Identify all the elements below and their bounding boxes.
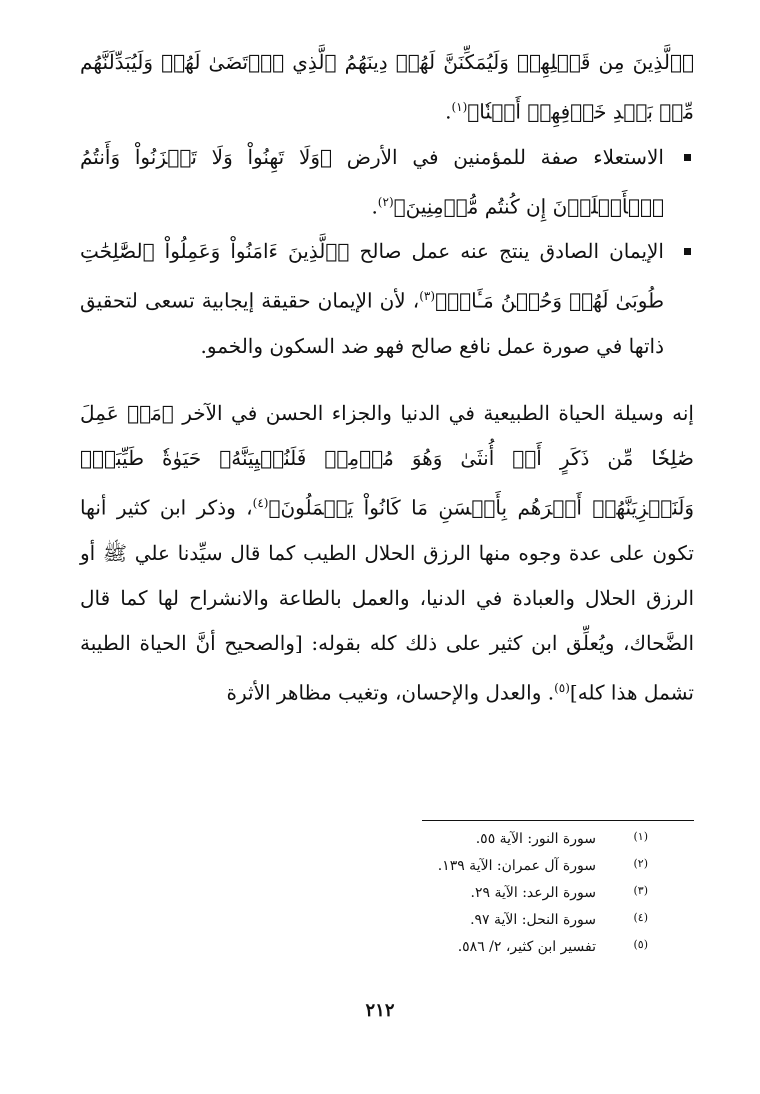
footnote-ref-2: (٢) — [377, 194, 394, 209]
footnote-text: سورة النور: الآية ٥٥. — [475, 831, 596, 847]
footnote-3 — [400, 880, 648, 907]
footnote-text: سورة آل عمران: الآية ١٣٩. — [437, 858, 596, 874]
footnote-ref-5: (٥) — [554, 680, 570, 695]
footnote-1 — [400, 826, 648, 853]
paragraph-gap — [80, 369, 694, 391]
paragraph-quote: ﴿مَنۡ عَمِلَ صَٰلِحٗا مِّن ذَكَرٍ أَوۡ أُنثَىٰ وَهُوَ مُؤۡمِنٞ فَلَنُحۡيِيَنَّهُۥ حَيَوٰةٗ طَيِّبَةٗۖ وَلَنَجۡزِيَنَّهُمۡ أَجۡرَهُم بِأَحۡسَنِ مَا كَانُواْ يَعۡمَلُونَ﴾ — [80, 400, 694, 520]
paragraph-middle: ، وذكر ابن كثير أنها تكون على عدة وجوه منها الرزق الحلال الطيب كما قال سيِّدنا علي ﷺ أو الرزق الحلال والعبادة في الدنيا، والعمل بالطاعة والانشراح لها كما قال الضَّحاك، ويُعلِّق ابن كثير على ذلك كله بقوله: [والصحيح أنَّ الحياة الطيبة تشمل هذا كله] — [80, 495, 694, 705]
footnote-2 — [400, 853, 648, 880]
bullet-2-text: الإيمان الصادق ينتج عنه عمل صالح — [359, 239, 664, 264]
opening-quote: ﴿ٱلَّذِينَ مِن قَبۡلِهِمۡ وَلَيُمَكِّنَنَّ لَهُمۡ دِينَهُمُ ٱلَّذِي ٱرۡتَضَىٰ لَهُمۡ وَلَيُبَدِّلَنَّهُم مِّنۢ بَعۡدِ خَوۡفِهِمۡ أَمۡنٗا﴾ — [80, 50, 694, 124]
opening-end: . — [445, 99, 452, 124]
footnote-text: سورة الرعد: الآية ٢٩. — [470, 885, 596, 901]
bullet-1-quote: ﴿وَلَا تَهِنُواْ وَلَا تَحۡزَنُواْ وَأَنتُمُ ٱلۡأَعۡلَوۡنَ إِن كُنتُم مُّؤۡمِنِينَ﴾ — [80, 144, 664, 219]
bullet-2-after: ، لأن الإيمان حقيقة إيجابية تسعى لتحقيق ذاتها في صورة عمل نافع صالح فهو ضد السكون والخمو. — [80, 288, 664, 358]
bullet-1-after: . — [371, 194, 378, 219]
paragraph — [80, 391, 694, 715]
bullet-item-1 — [80, 135, 694, 230]
footnote-divider — [422, 820, 694, 821]
page-number: ٢١٢ — [365, 1000, 395, 1021]
bullet-2-quote: ﴿ٱلَّذِينَ ءَامَنُواْ وَعَمِلُواْ ٱلصَّٰلِحَٰتِ طُوبَىٰ لَهُمۡ وَحُسۡنُ مَـَٔابٖ﴾ — [80, 239, 664, 313]
footnote-ref-4: (٤) — [252, 495, 269, 510]
footnote-number: (٤) — [633, 911, 648, 924]
footnote-text: تفسير ابن كثير، ٢/ ٥٨٦. — [457, 939, 596, 955]
footnote-4 — [400, 907, 648, 934]
paragraph-end: . والعدل والإحسان، وتغيب مظاهر الأثرة — [226, 680, 555, 705]
footnotes — [400, 826, 648, 961]
footnote-number: (٢) — [633, 857, 648, 870]
footnote-5 — [400, 934, 648, 961]
bullet-1-text: الاستعلاء صفة للمؤمنين في الأرض — [346, 144, 664, 169]
paragraph-intro: إنه وسيلة الحياة الطبيعية في الدنيا والجزاء الحسن في الآخر — [182, 400, 694, 425]
footnote-ref-3: (٣) — [419, 289, 436, 304]
footnote-text: سورة النحل: الآية ٩٧. — [470, 912, 596, 928]
footnote-ref-1: (١) — [451, 100, 468, 114]
main-text — [80, 40, 694, 715]
bullet-item-2 — [80, 229, 694, 369]
footnote-number: (٥) — [633, 938, 648, 951]
footnote-number: (١) — [633, 830, 648, 843]
footnote-number: (٣) — [633, 884, 648, 897]
opening-verse — [80, 40, 694, 135]
